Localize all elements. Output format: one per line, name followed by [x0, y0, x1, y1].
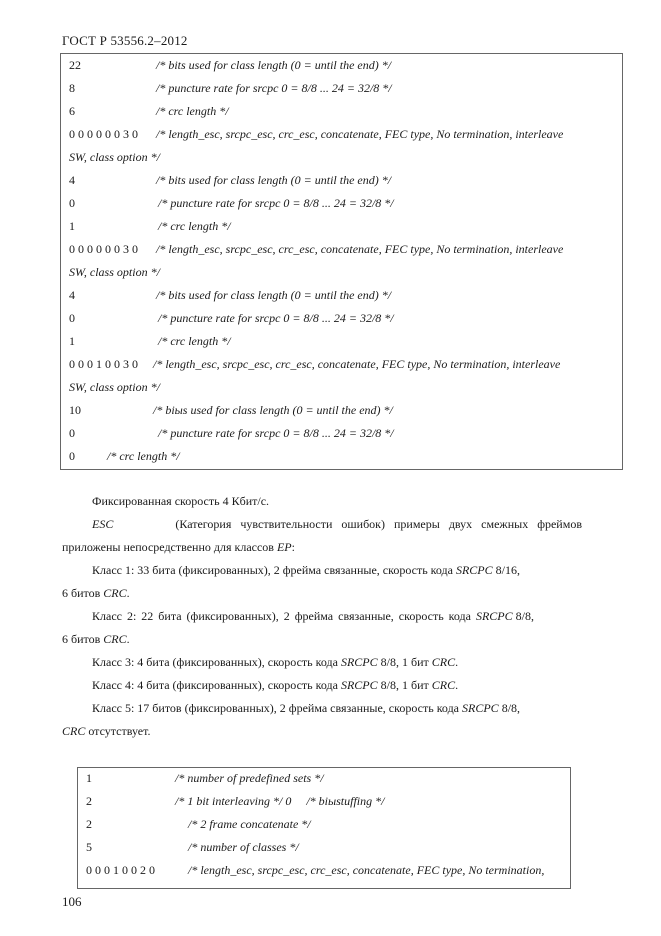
srcpc-term: SRCPC — [455, 563, 493, 577]
paragraph-text: 8/8, 1 бит — [377, 678, 432, 692]
paragraph-text: 8/8, — [498, 701, 521, 715]
code-value: 4 — [69, 173, 75, 187]
page-header: ГОСТ Р 53556.2–2012 — [62, 33, 188, 48]
code-comment: /* bits used for class length (0 = until the end) */ — [156, 288, 392, 302]
code-value: 0 0 0 0 0 0 3 0 — [69, 242, 138, 256]
crc-term: CRC — [431, 655, 456, 669]
code-comment: /* puncture rate for srcpc 0 = 8/8 ... 24 = 32/8 */ — [158, 196, 394, 210]
code-comment: SW, class option */ — [69, 150, 160, 164]
code-value: 0 0 0 1 0 0 2 0 — [86, 863, 155, 877]
srcpc-term: SRCPC — [340, 655, 378, 669]
code-comment: /* bits used for class length (0 = until the end) */ — [156, 173, 392, 187]
code-table-2 — [77, 767, 571, 889]
esc-term: ESC — [92, 517, 114, 531]
code-comment: /* crc length */ — [158, 334, 231, 348]
srcpc-term: SRCPC — [340, 678, 378, 692]
code-comment: /* crc length */ — [158, 219, 231, 233]
paragraph-text: : — [291, 540, 295, 554]
code-comment: /* puncture rate for srcpc 0 = 8/8 ... 24 = 32/8 */ — [158, 311, 394, 325]
ep-term: EP — [276, 540, 292, 554]
code-value: 0 0 0 0 0 0 3 0 — [69, 127, 138, 141]
class-description — [92, 654, 458, 670]
paragraph-text: приложены непосредственно для классов — [62, 540, 277, 554]
code-comment: /* crc length */ — [107, 449, 180, 463]
paragraph-text: отсутствует. — [85, 724, 151, 738]
code-comment: SW, class option */ — [69, 380, 160, 394]
code-comment: /* number of classes */ — [188, 840, 299, 854]
code-comment: /* crc length */ — [156, 104, 229, 118]
code-comment: /* length_esc, srcpc_esc, crc_esc, concatenate, FEC type, No termination, interleave — [153, 357, 561, 371]
code-comment: /* puncture rate for srcpc 0 = 8/8 ... 24 = 32/8 */ — [158, 426, 394, 440]
crc-term: CRC — [103, 586, 127, 600]
paragraph-text: . — [455, 678, 459, 692]
code-comment: /* bits used for class length (0 = until the end) */ — [156, 58, 392, 72]
paragraph-text: 6 битов — [62, 632, 104, 646]
class-description — [92, 608, 534, 624]
paragraph-text: 6 битов — [62, 586, 104, 600]
code-value: 1 — [69, 219, 75, 233]
paragraph: Фиксированная скорость 4 Кбит/с. — [92, 494, 270, 508]
paragraph — [92, 516, 582, 532]
code-value: 8 — [69, 81, 75, 95]
code-value: 0 — [69, 426, 75, 440]
code-value: 0 — [69, 311, 75, 325]
code-value: 10 — [69, 403, 81, 417]
paragraph-text: . — [455, 655, 459, 669]
code-comment: /* puncture rate for srcpc 0 = 8/8 ... 24 = 32/8 */ — [156, 81, 392, 95]
code-comment: /* 2 frame concatenate */ — [188, 817, 311, 831]
code-value: 6 — [69, 104, 75, 118]
code-comment: /* length_esc, srcpc_esc, crc_esc, concatenate, FEC type, No termination, interleave — [156, 242, 564, 256]
code-value: 2 — [86, 794, 92, 808]
crc-term: CRC — [103, 632, 127, 646]
class-description — [92, 562, 520, 578]
code-value: 0 — [69, 449, 75, 463]
class-description — [62, 631, 130, 647]
paragraph-text: Класс 3: 4 бита (фиксированных), скорость кода — [92, 655, 341, 669]
paragraph-text: Класс 5: 17 битов (фиксированных), 2 фрейма связанные, скорость кода — [92, 701, 463, 715]
paragraph-text: 8/8, 1 бит — [377, 655, 432, 669]
crc-term: CRC — [62, 724, 86, 738]
code-value: 22 — [69, 58, 81, 72]
code-value: 1 — [69, 334, 75, 348]
code-value: 2 — [86, 817, 92, 831]
crc-term: CRC — [431, 678, 456, 692]
code-value: 1 — [86, 771, 92, 785]
paragraph-text: Класс 4: 4 бита (фиксированных), скорость кода — [92, 678, 341, 692]
code-comment: /* length_esc, srcpc_esc, crc_esc, concatenate, FEC type, No termination, — [188, 863, 545, 877]
code-table-1 — [60, 53, 623, 470]
code-comment: /* biыs used for class length (0 = until the end) */ — [153, 403, 393, 417]
paragraph-text: 8/16, — [492, 563, 520, 577]
code-comment: /* 1 bit interleaving */ 0 /* biыstuffing */ — [175, 794, 385, 808]
paragraph — [62, 539, 295, 555]
code-value: 5 — [86, 840, 92, 854]
class-description — [92, 677, 458, 693]
code-value: 0 — [69, 196, 75, 210]
srcpc-term: SRCPC — [462, 701, 499, 715]
paragraph-text: Класс 1: 33 бита (фиксированных), 2 фрейма связанные, скорость кода — [92, 563, 456, 577]
paragraph-text: Класс 2: 22 бита (фиксированных), 2 фрейма связанные, скорость кода — [92, 609, 476, 623]
class-description — [62, 723, 150, 739]
paragraph-text: . — [126, 632, 130, 646]
class-description — [92, 700, 520, 716]
code-comment: /* number of predefined sets */ — [175, 771, 324, 785]
paragraph-text: . — [126, 586, 130, 600]
paragraph-text: 8/8, — [512, 609, 534, 623]
page-number: 106 — [62, 894, 82, 909]
code-value: 4 — [69, 288, 75, 302]
code-value: 0 0 0 1 0 0 3 0 — [69, 357, 138, 371]
code-comment: /* length_esc, srcpc_esc, crc_esc, concatenate, FEC type, No termination, interleave — [156, 127, 564, 141]
class-description — [62, 585, 130, 601]
code-comment: SW, class option */ — [69, 265, 160, 279]
paragraph-text: (Категория чувствительности ошибок) примеры двух смежных фреймов — [175, 517, 582, 531]
srcpc-term: SRCPC — [475, 609, 513, 623]
